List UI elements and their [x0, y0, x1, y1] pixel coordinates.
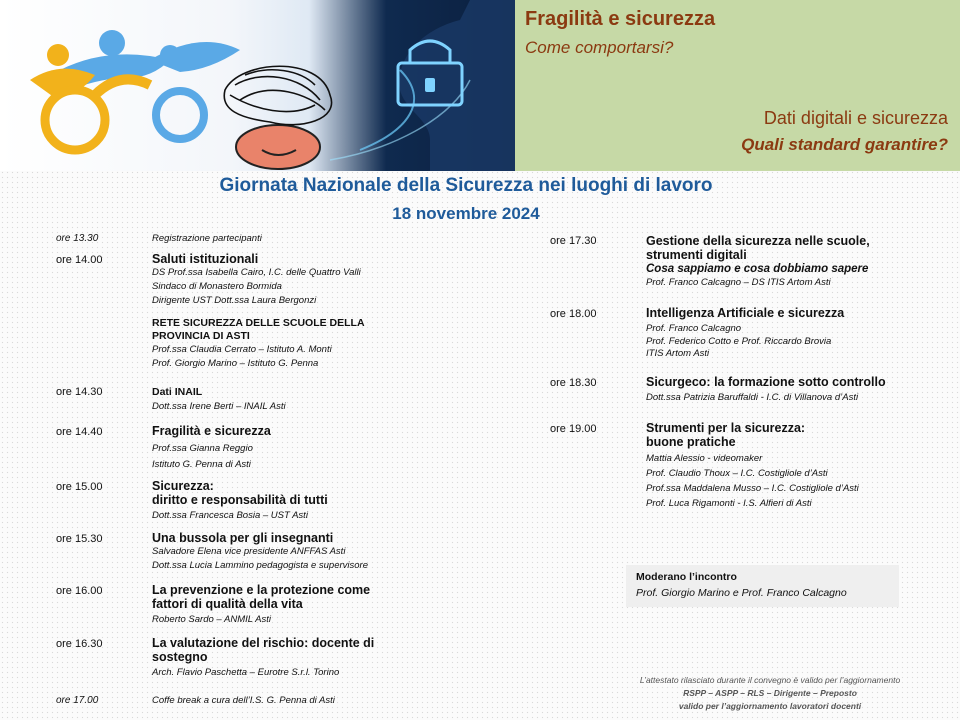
session	[152, 317, 365, 371]
session	[152, 479, 328, 525]
session-title: sostegno	[152, 650, 208, 664]
session-speaker: Istituto G. Penna di Asti	[152, 459, 251, 470]
session-line: Registrazione partecipanti	[152, 233, 262, 244]
session-time: ore 14.00	[56, 254, 103, 266]
session-speaker: DS Prof.ssa Isabella Cairo, I.C. delle Quattro Valli	[152, 267, 361, 278]
session-time: ore 14.40	[56, 426, 103, 438]
certificate-note	[600, 674, 940, 713]
session-speaker: Dott.ssa Lucia Lammino pedagogista e supervisore	[152, 560, 368, 571]
moderators-box	[626, 565, 899, 607]
session-title: RETE SICUREZZA DELLE SCUOLE DELLA	[152, 317, 365, 329]
header-illustration	[0, 0, 515, 171]
session-title: PROVINCIA DI ASTI	[152, 330, 250, 342]
session	[152, 583, 370, 628]
session-title: Gestione della sicurezza nelle scuole,	[646, 234, 870, 248]
session	[646, 306, 844, 360]
certificate-line: L’attestato rilasciato durante il convegno è valido per l’aggiornamento	[639, 675, 901, 685]
session-speaker: Sindaco di Monastero Bormida	[152, 281, 282, 292]
session	[152, 232, 262, 246]
session-title: La valutazione del rischio: docente di	[152, 636, 375, 650]
moderators-names: Prof. Giorgio Marino e Prof. Franco Calcagno	[636, 587, 847, 599]
event-title: Giornata Nazionale della Sicurezza nei luoghi di lavoro	[219, 175, 713, 196]
session-title: diritto e responsabilità di tutti	[152, 493, 328, 507]
session-title: Dati INAIL	[152, 386, 203, 398]
topic-box	[515, 0, 960, 171]
session-title: La prevenzione e la protezione come	[152, 583, 371, 597]
session-speaker: Prof.ssa Maddalena Musso – I.C. Costigliole d’Asti	[646, 483, 859, 494]
session-title: Sicurgeco: la formazione sotto controllo	[646, 375, 886, 389]
session-speaker: Dott.ssa Irene Berti – INAIL Asti	[152, 401, 286, 412]
session-speaker: Prof. Claudio Thoux – I.C. Costigliole d’Asti	[646, 468, 828, 479]
session-speaker: Prof. Franco Calcagno	[646, 323, 742, 334]
session-time: ore 14.30	[56, 386, 103, 398]
session-time: ore 16.30	[56, 638, 103, 650]
session-time: ore 16.00	[56, 585, 103, 597]
session-time: ore 15.00	[56, 481, 103, 493]
session-speaker: Prof. Franco Calcagno – DS ITIS Artom Asti	[646, 277, 831, 288]
session-time: ore 13.30	[56, 233, 99, 244]
session-title: Saluti istituzionali	[152, 252, 259, 266]
session-title: Una bussola per gli insegnanti	[152, 531, 334, 545]
session-speaker: Prof. Giorgio Marino – Istituto G. Penna	[152, 358, 319, 369]
session-speaker: Roberto Sardo – ANMIL Asti	[152, 614, 271, 625]
session-title: fattori di qualità della vita	[152, 597, 303, 611]
session	[646, 234, 870, 290]
session-subtitle: Cosa sappiamo e cosa dobbiamo sapere	[646, 263, 869, 275]
session-time: ore 18.30	[550, 377, 597, 389]
session-time: ore 17.00	[56, 695, 99, 706]
session	[152, 424, 271, 473]
session-title: Intelligenza Artificiale e sicurezza	[646, 306, 845, 320]
session-speaker: Prof.ssa Claudia Cerrato – Istituto A. Monti	[152, 344, 332, 355]
certificate-roles: RSPP – ASPP – RLS – Dirigente – Preposto	[683, 688, 857, 698]
session-speaker: Arch. Flavio Paschetta – Eurotre S.r.l. Torino	[152, 667, 340, 678]
session-title: Fragilità e sicurezza	[152, 424, 271, 438]
session-title: buone pratiche	[646, 435, 736, 449]
session	[646, 375, 886, 405]
session	[152, 636, 374, 681]
topic-title-fragility: Fragilità e sicurezza	[525, 8, 716, 30]
topic-title-data: Dati digitali e sicurezza	[763, 108, 948, 128]
session-speaker: Prof. Federico Cotto e Prof. Riccardo Brovia	[646, 336, 832, 347]
session-speaker: Dott.ssa Patrizia Baruffaldi - I.C. di Villanova d’Asti	[646, 392, 859, 403]
session	[152, 252, 361, 308]
topic-subtitle-fragility: Come comportarsi?	[525, 38, 674, 57]
session-speaker: Salvadore Elena vice presidente ANFFAS Asti	[152, 546, 346, 557]
session-title: strumenti digitali	[646, 248, 747, 262]
session	[152, 694, 335, 708]
session-speaker: Prof.ssa Gianna Reggio	[152, 443, 253, 454]
session-time: ore 19.00	[550, 423, 597, 435]
session-title: Strumenti per la sicurezza:	[646, 421, 806, 435]
certificate-line: valido per l’aggiornamento lavoratori docenti	[678, 701, 862, 711]
session-speaker: ITIS Artom Asti	[646, 348, 710, 359]
moderators-label: Moderano l’incontro	[636, 571, 737, 583]
session-speaker: Dott.ssa Francesca Bosia – UST Asti	[152, 510, 308, 521]
session-time: ore 18.00	[550, 308, 597, 320]
header-artwork	[0, 0, 515, 171]
session-speaker: Prof. Luca Rigamonti - I.S. Alfieri di Asti	[646, 498, 812, 509]
session-time: ore 15.30	[56, 533, 103, 545]
event-date: 18 novembre 2024	[392, 204, 540, 223]
session-speaker: Mattia Alessio - videomaker	[646, 453, 763, 464]
topic-subtitle-data: Quali standard garantire?	[741, 135, 948, 154]
session-speaker: Dirigente UST Dott.ssa Laura Bergonzi	[152, 295, 317, 306]
session	[152, 385, 286, 414]
session-time: ore 17.30	[550, 235, 597, 247]
session	[646, 421, 859, 511]
session-line: Coffe break a cura dell’I.S. G. Penna di Asti	[152, 695, 335, 706]
session	[152, 531, 368, 573]
session-title: Sicurezza:	[152, 479, 214, 493]
